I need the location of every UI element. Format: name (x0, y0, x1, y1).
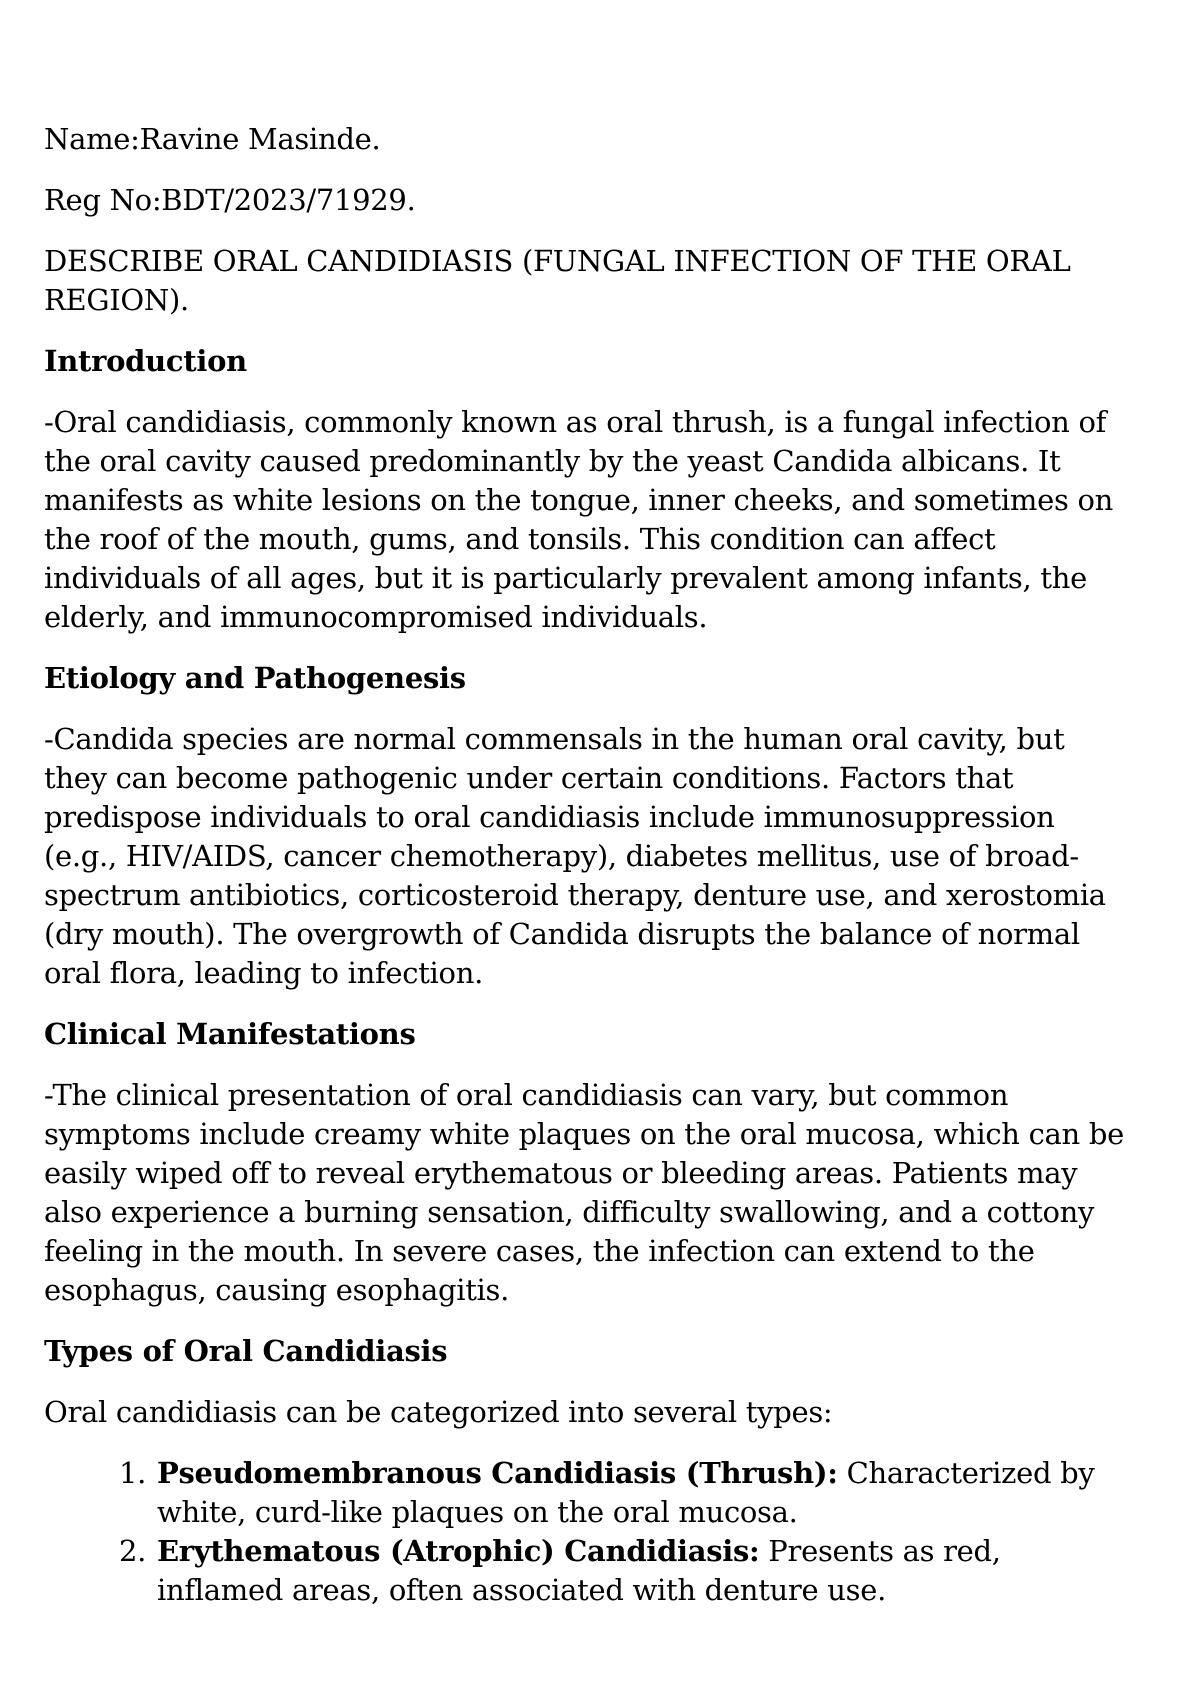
section-heading-types: Types of Oral Candidiasis (44, 1334, 448, 1368)
section-body-types: Oral candidiasis can be categorized into several types: (44, 1395, 833, 1429)
type-description: Presents as red, inflamed areas, often associated with denture use. (157, 1534, 1001, 1607)
type-description: Characterized by white, curd-like plaques on the oral mucosa. (157, 1456, 1095, 1529)
question-title: DESCRIBE ORAL CANDIDIASIS (FUNGAL INFECTION OF THE ORAL REGION). (44, 244, 1071, 317)
student-name: Name:Ravine Masinde. (44, 122, 381, 156)
section-heading-clinical: Clinical Manifestations (44, 1017, 416, 1051)
list-item (155, 1532, 1124, 1610)
type-term: Erythematous (Atrophic) Candidiasis: (157, 1534, 760, 1568)
section-body-introduction: -Oral candidiasis, commonly known as oral thrush, is a fungal infection of the oral cavity caused predominantly by the yeast Candida albicans. It manifests as white lesions on the tongue, inner cheeks, and sometimes on the roof of the mouth, gums, and tonsils. This condition can affect individuals of all ages, but it is particularly prevalent among infants, the elderly, and immunocompromised individuals. (44, 405, 1113, 634)
type-term: Pseudomembranous Candidiasis (Thrush): (157, 1456, 838, 1490)
types-list (44, 1454, 1124, 1610)
registration-number: Reg No:BDT/2023/71929. (44, 183, 416, 217)
section-heading-etiology: Etiology and Pathogenesis (44, 661, 466, 695)
list-item (155, 1454, 1124, 1532)
document-page (44, 120, 1124, 1610)
section-heading-introduction: Introduction (44, 344, 247, 378)
section-body-clinical: -The clinical presentation of oral candidiasis can vary, but common symptoms include creamy white plaques on the oral mucosa, which can be easily wiped off to reveal erythematous or bleeding areas. Patients may also experience a burning sensation, difficulty swallowing, and a cottony feeling in the mouth. In severe cases, the infection can extend to the esophagus, causing esophagitis. (44, 1078, 1124, 1307)
section-body-etiology: -Candida species are normal commensals in the human oral cavity, but they can become pathogenic under certain conditions. Factors that predispose individuals to oral candidiasis include immunosuppression (e.g., HIV/AIDS, cancer chemotherapy), diabetes mellitus, use of broad-spectrum antibiotics, corticosteroid therapy, denture use, and xerostomia (dry mouth). The overgrowth of Candida disrupts the balance of normal oral flora, leading to infection. (44, 722, 1106, 990)
